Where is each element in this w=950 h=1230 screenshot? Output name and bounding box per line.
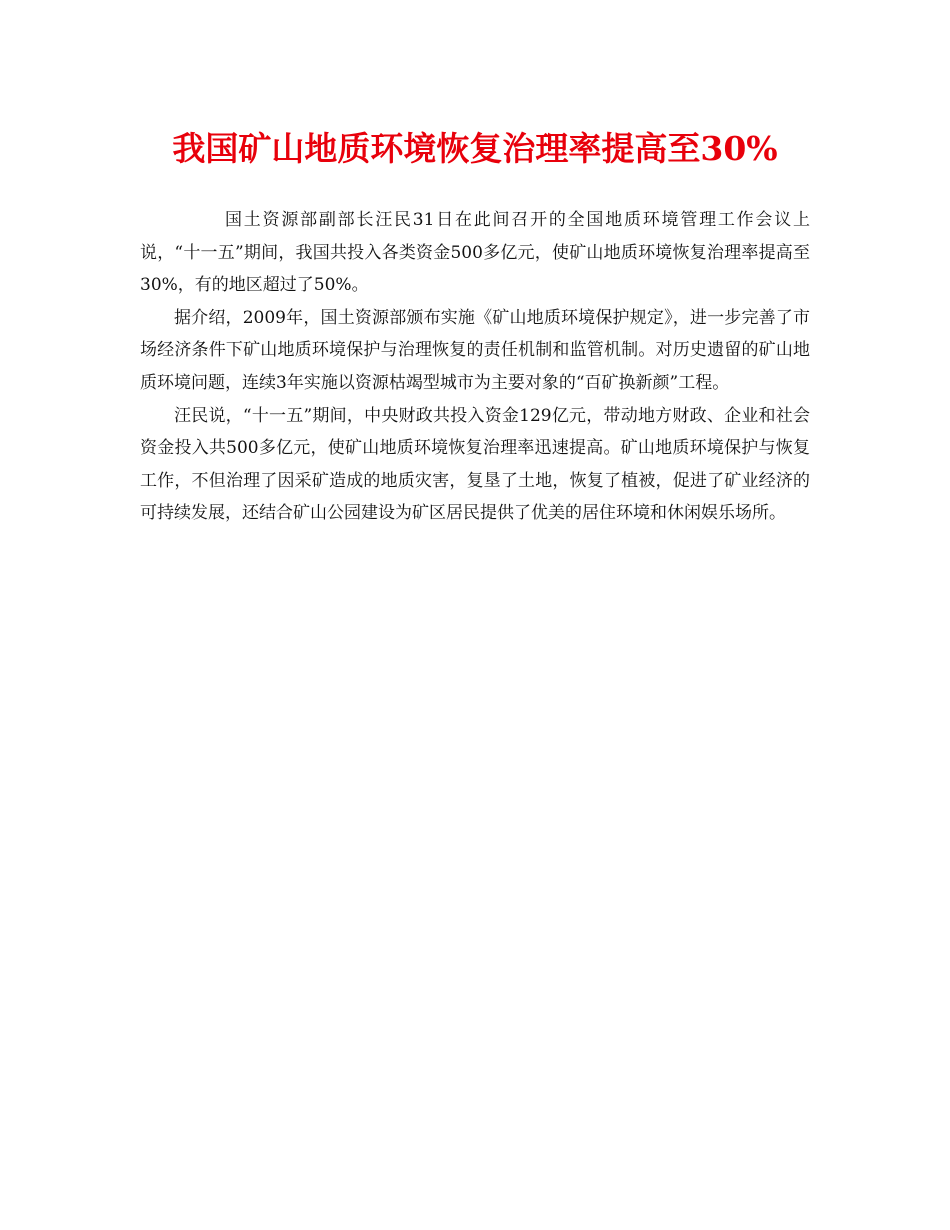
paragraph-1: 国土资源部副部长汪民31日在此间召开的全国地质环境管理工作会议上说，“十一五”期间，我国共投入各类资金500多亿元，使矿山地质环境恢复治理率提高至30%，有的地区超过了50%。 xyxy=(140,210,810,296)
paragraph-3: 汪民说，“十一五”期间，中央财政共投入资金129亿元，带动地方财政、企业和社会资金投入共500多亿元，使矿山地质环境恢复治理率迅速提高。矿山地质环境保护与恢复工作，不但治理了因采矿造成的地质灾害，复垦了土地，恢复了植被，促进了矿业经济的可持续发展，还结合矿山公园建设为矿区居民提供了优美的居住环境和休闲娱乐场所。 xyxy=(140,405,810,524)
page-title: 我国矿山地质环境恢复治理率提高至30% xyxy=(172,129,778,168)
paragraph-2: 据介绍，2009年，国土资源部颁布实施《矿山地质环境保护规定》，进一步完善了市场经济条件下矿山地质环境保护与治理恢复的责任机制和监管机制。对历史遗留的矿山地质环境问题，连续3年实施以资源枯竭型城市为主要对象的“百矿换新颜”工程。 xyxy=(140,307,810,393)
article-body xyxy=(140,204,810,530)
